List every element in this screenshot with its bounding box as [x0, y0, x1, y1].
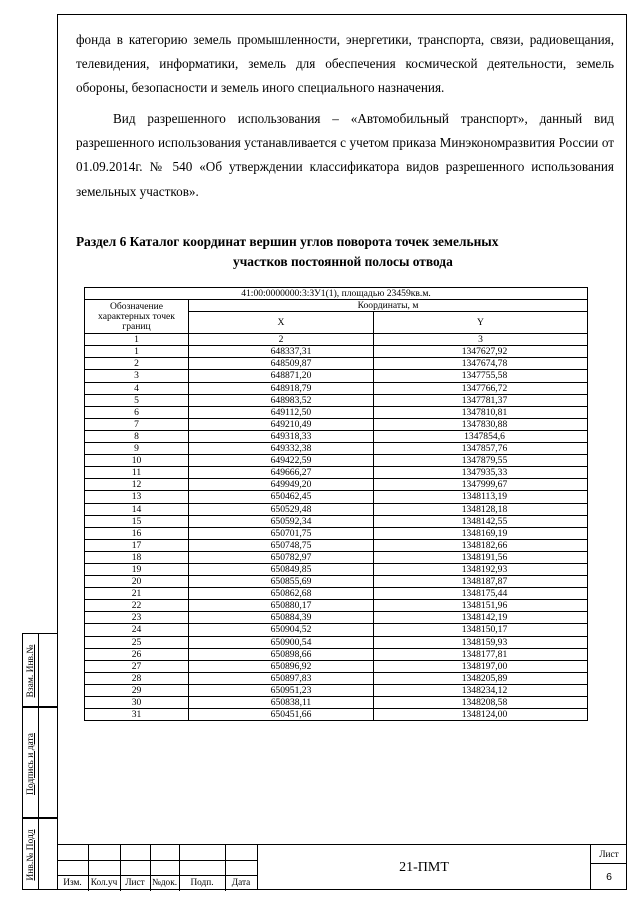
- coord-x: 650898,66: [189, 648, 374, 660]
- col-data: Дата: [231, 878, 251, 888]
- point-number: 5: [85, 394, 189, 406]
- side-stamp-inv: [22, 818, 57, 890]
- section-heading: [76, 232, 614, 271]
- table-row: [85, 648, 588, 660]
- point-number: 26: [85, 648, 189, 660]
- table-row: [85, 697, 588, 709]
- column-index-row: [85, 334, 588, 346]
- coord-x: 650862,68: [189, 588, 374, 600]
- col-ndok: №док.: [151, 878, 178, 888]
- table-row: [85, 551, 588, 563]
- coord-x: 648337,31: [189, 346, 374, 358]
- coord-x: 649666,27: [189, 467, 374, 479]
- table-row: [85, 636, 588, 648]
- coord-y: 1348159,93: [374, 636, 588, 648]
- table-row: [85, 467, 588, 479]
- coord-x: 650838,11: [189, 697, 374, 709]
- coord-y: 1347810,81: [374, 406, 588, 418]
- table-row: [85, 576, 588, 588]
- table-row: [85, 563, 588, 575]
- side-stamp-vzam: [22, 633, 57, 707]
- coord-x: 649422,59: [189, 455, 374, 467]
- coord-x: 649112,50: [189, 406, 374, 418]
- table-row: [85, 479, 588, 491]
- coord-x: 650782,97: [189, 551, 374, 563]
- coord-x: 649332,38: [189, 443, 374, 455]
- point-designation-header: Обозначение характерных точек границ: [85, 300, 189, 334]
- col-list: Лист: [125, 878, 145, 888]
- col-izm: Изм.: [63, 878, 82, 888]
- coord-y: 1348182,66: [374, 539, 588, 551]
- table-row: [85, 588, 588, 600]
- side-stamp-podpis: [22, 707, 57, 818]
- column-index-2: 2: [189, 334, 374, 346]
- point-number: 4: [85, 382, 189, 394]
- coord-x: 650884,39: [189, 612, 374, 624]
- table-row: [85, 527, 588, 539]
- point-number: 20: [85, 576, 189, 588]
- plot-title: 41:00:0000000:3:ЗУ1(1), площадью 23459кв.м.: [85, 288, 588, 300]
- revision-grid: [57, 844, 257, 891]
- coord-y: 1348151,96: [374, 600, 588, 612]
- coord-x: 648871,20: [189, 370, 374, 382]
- table-row: [85, 660, 588, 672]
- coord-x: 650896,92: [189, 660, 374, 672]
- coord-y: 1348142,19: [374, 612, 588, 624]
- coord-x: 650701,75: [189, 527, 374, 539]
- coord-x: 648918,79: [189, 382, 374, 394]
- coord-x: 648509,87: [189, 358, 374, 370]
- point-number: 15: [85, 515, 189, 527]
- coord-x: 650951,23: [189, 684, 374, 696]
- table-row: [85, 491, 588, 503]
- coord-y: 1348192,93: [374, 563, 588, 575]
- coordinates-header: Координаты, м: [189, 300, 588, 312]
- sheet-cell: [590, 844, 627, 890]
- col-podp: Подп.: [190, 878, 214, 888]
- coord-x: 650529,48: [189, 503, 374, 515]
- coord-x: 648983,52: [189, 394, 374, 406]
- table-row: [85, 515, 588, 527]
- table-row: [85, 346, 588, 358]
- coord-y: 1347879,55: [374, 455, 588, 467]
- point-number: 3: [85, 370, 189, 382]
- document-code: 21-ПМТ: [399, 860, 449, 875]
- coord-y: 1348175,44: [374, 588, 588, 600]
- point-number: 18: [85, 551, 189, 563]
- table-row: [85, 370, 588, 382]
- point-number: 29: [85, 684, 189, 696]
- point-number: 25: [85, 636, 189, 648]
- table-row: [85, 684, 588, 696]
- coord-y: 1347854,6: [374, 430, 588, 442]
- point-number: 7: [85, 418, 189, 430]
- table-row: [85, 600, 588, 612]
- coord-x: 650897,83: [189, 672, 374, 684]
- point-number: 27: [85, 660, 189, 672]
- sheet-number: 6: [606, 871, 612, 883]
- y-header: Y: [374, 312, 588, 334]
- side-stamp-vzam-label: Взам. Инв.№: [25, 644, 36, 698]
- table-row: [85, 709, 588, 721]
- table-row: [85, 406, 588, 418]
- coord-y: 1348234,12: [374, 684, 588, 696]
- coord-x: 649318,33: [189, 430, 374, 442]
- point-number: 2: [85, 358, 189, 370]
- point-number: 31: [85, 709, 189, 721]
- coord-y: 1347935,33: [374, 467, 588, 479]
- point-number: 21: [85, 588, 189, 600]
- table-row: [85, 418, 588, 430]
- section-heading-line1: Раздел 6 Каталог координат вершин углов поворота точек земельных: [76, 234, 499, 249]
- paragraph-1: фонда в категорию земель промышленности, энергетики, транспорта, связи, радиовещания, телевидения, информатики, земель для обеспечения космической деятельности, земель обороны, безопасности и земель иного специального назначения.: [76, 32, 614, 96]
- point-number: 8: [85, 430, 189, 442]
- coordinates-table-body: [85, 288, 588, 721]
- point-number: 22: [85, 600, 189, 612]
- table-row: [85, 539, 588, 551]
- coord-y: 1348191,56: [374, 551, 588, 563]
- table-row: [85, 394, 588, 406]
- header-row-1: [85, 300, 588, 312]
- column-index-1: 1: [85, 334, 189, 346]
- x-header: X: [189, 312, 374, 334]
- point-number: 10: [85, 455, 189, 467]
- coord-y: 1347766,72: [374, 382, 588, 394]
- coord-x: 650855,69: [189, 576, 374, 588]
- coord-x: 650451,66: [189, 709, 374, 721]
- table-row: [85, 430, 588, 442]
- table-row: [85, 672, 588, 684]
- coord-y: 1348205,89: [374, 672, 588, 684]
- coord-y: 1347755,58: [374, 370, 588, 382]
- coord-y: 1347830,88: [374, 418, 588, 430]
- sheet-label: Лист: [591, 850, 627, 864]
- coord-y: 1348142,55: [374, 515, 588, 527]
- coord-x: 650592,34: [189, 515, 374, 527]
- point-number: 9: [85, 443, 189, 455]
- coord-y: 1348113,19: [374, 491, 588, 503]
- table-row: [85, 382, 588, 394]
- table-row: [85, 612, 588, 624]
- coord-y: 1347781,37: [374, 394, 588, 406]
- point-number: 23: [85, 612, 189, 624]
- coord-y: 1348197,00: [374, 660, 588, 672]
- coord-x: 650900,54: [189, 636, 374, 648]
- coord-x: 650748,75: [189, 539, 374, 551]
- coord-y: 1348124,00: [374, 709, 588, 721]
- coord-y: 1348150,17: [374, 624, 588, 636]
- title-block: [57, 844, 627, 890]
- coordinates-table: [84, 287, 588, 721]
- coord-y: 1348177,81: [374, 648, 588, 660]
- point-number: 24: [85, 624, 189, 636]
- coord-y: 1347674,78: [374, 358, 588, 370]
- point-number: 30: [85, 697, 189, 709]
- side-stamp-podpis-label: Подпись и дата: [25, 732, 36, 795]
- coord-y: 1347627,92: [374, 346, 588, 358]
- paragraph-2: Вид разрешенного использования – «Автомобильный транспорт», данный вид разрешенного использования устанавливается с учетом приказа Минэкономразвития России от 01.09.2014г. № 540 «Об утверждении классификатора видов разрешенного использования земельных участков».: [76, 111, 614, 199]
- point-number: 19: [85, 563, 189, 575]
- table-row: [85, 358, 588, 370]
- point-number: 11: [85, 467, 189, 479]
- coord-x: 649949,20: [189, 479, 374, 491]
- coord-x: 650849,85: [189, 563, 374, 575]
- coord-y: 1347857,76: [374, 443, 588, 455]
- coord-y: 1348208,58: [374, 697, 588, 709]
- coord-y: 1348169,19: [374, 527, 588, 539]
- coord-x: 650904,52: [189, 624, 374, 636]
- table-row: [85, 503, 588, 515]
- point-number: 28: [85, 672, 189, 684]
- table-row: [85, 624, 588, 636]
- point-number: 16: [85, 527, 189, 539]
- document-code-cell: [257, 844, 590, 890]
- coord-y: 1348187,87: [374, 576, 588, 588]
- point-number: 17: [85, 539, 189, 551]
- coord-x: 650880,17: [189, 600, 374, 612]
- section-heading-line2: участков постоянной полосы отвода: [233, 253, 453, 269]
- point-number: 6: [85, 406, 189, 418]
- coord-y: 1348128,18: [374, 503, 588, 515]
- coord-y: 1347999,67: [374, 479, 588, 491]
- col-kol-uch: Кол.уч: [90, 878, 118, 888]
- point-number: 14: [85, 503, 189, 515]
- point-number: 12: [85, 479, 189, 491]
- coord-x: 650462,45: [189, 491, 374, 503]
- column-index-3: 3: [374, 334, 588, 346]
- plot-title-row: [85, 288, 588, 300]
- point-number: 1: [85, 346, 189, 358]
- side-stamp-inv-label: Инв.№ Подл: [25, 829, 36, 881]
- point-number: 13: [85, 491, 189, 503]
- table-row: [85, 455, 588, 467]
- coord-x: 649210,49: [189, 418, 374, 430]
- table-row: [85, 443, 588, 455]
